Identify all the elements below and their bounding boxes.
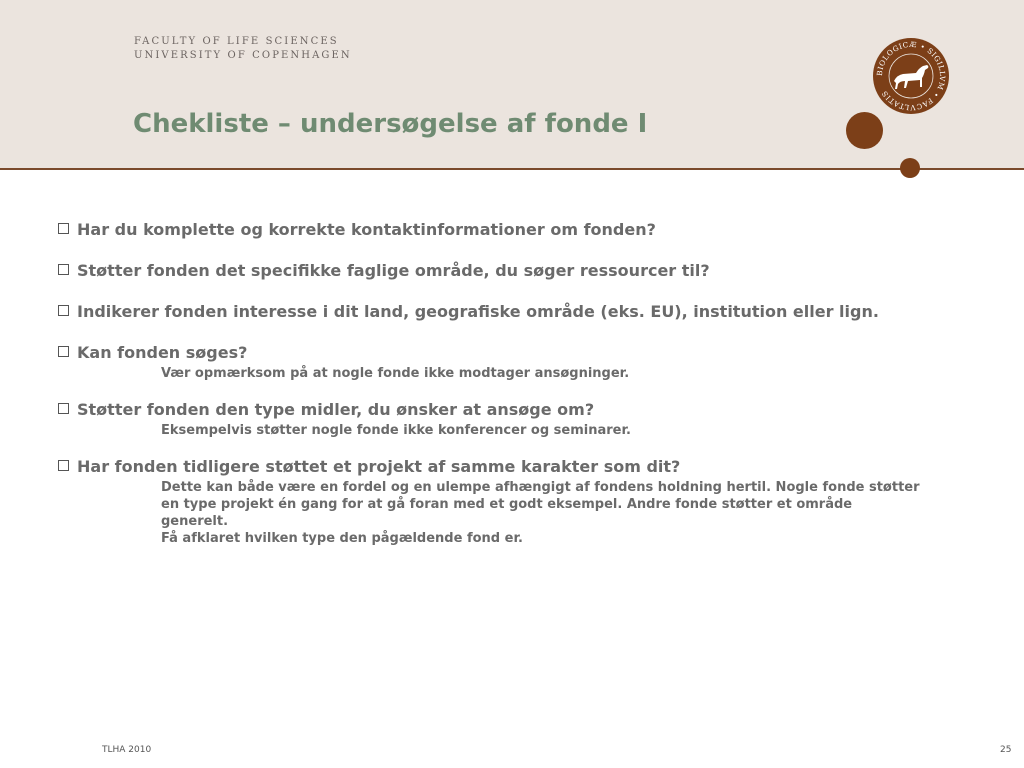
decorative-circle-large xyxy=(846,112,883,149)
footer-label: TLHA 2010 xyxy=(102,745,152,755)
checklist-item xyxy=(58,455,988,547)
checklist-item-text: Støtter fonden det specifikke faglige område, du søger ressourcer til? xyxy=(77,261,710,280)
checkbox-icon xyxy=(58,223,69,234)
checkbox-icon xyxy=(58,403,69,414)
checklist-item xyxy=(58,259,988,283)
note-line: Eksempelvis støtter nogle fonde ikke konferencer og seminarer. xyxy=(161,423,631,438)
checklist-item-note xyxy=(161,479,921,547)
seal-text: BIOLOGICÆ • SIGILLVM • FACVLTATIS xyxy=(874,39,948,113)
checkbox-icon xyxy=(58,460,69,471)
checklist-item xyxy=(58,398,988,439)
page-number: 25 xyxy=(1000,745,1012,755)
checklist-item-text: Kan fonden søges? xyxy=(77,343,248,362)
checklist-item-note xyxy=(161,422,988,439)
checklist-item xyxy=(58,300,988,324)
checklist-item-text: Har du komplette og korrekte kontaktinformationer om fonden? xyxy=(77,220,656,239)
slide-title: Chekliste – undersøgelse af fonde I xyxy=(133,109,648,139)
note-line: Få afklaret hvilken type den pågældende fond er. xyxy=(161,531,523,546)
decorative-circle-small xyxy=(900,158,920,178)
university-seal-logo xyxy=(872,37,950,115)
checkbox-icon xyxy=(58,264,69,275)
note-line: Vær opmærksom på at nogle fonde ikke modtager ansøgninger. xyxy=(161,366,630,381)
checklist-item-text: Har fonden tidligere støttet et projekt af samme karakter som dit? xyxy=(77,457,681,476)
note-line: Dette kan både være en fordel og en ulempe afhængigt af fondens holdning hertil. Nogle fonde støtter en type projekt én gang for at gå foran med et godt eksempel. Andre fonde støtter et område generelt. xyxy=(161,480,920,529)
faculty-line: FACULTY OF LIFE SCIENCES xyxy=(134,36,339,47)
faculty-name xyxy=(134,35,352,63)
checklist-item-note xyxy=(161,365,988,382)
university-line: UNIVERSITY OF COPENHAGEN xyxy=(134,50,352,61)
checklist-item xyxy=(58,341,988,382)
checklist-item xyxy=(58,218,988,242)
checklist xyxy=(58,218,988,547)
checkbox-icon xyxy=(58,305,69,316)
checklist-item-text: Støtter fonden den type midler, du ønsker at ansøge om? xyxy=(77,400,595,419)
checklist-item-text: Indikerer fonden interesse i dit land, geografiske område (eks. EU), institution eller lign. xyxy=(77,302,879,321)
header-divider xyxy=(0,168,1024,170)
checkbox-icon xyxy=(58,346,69,357)
